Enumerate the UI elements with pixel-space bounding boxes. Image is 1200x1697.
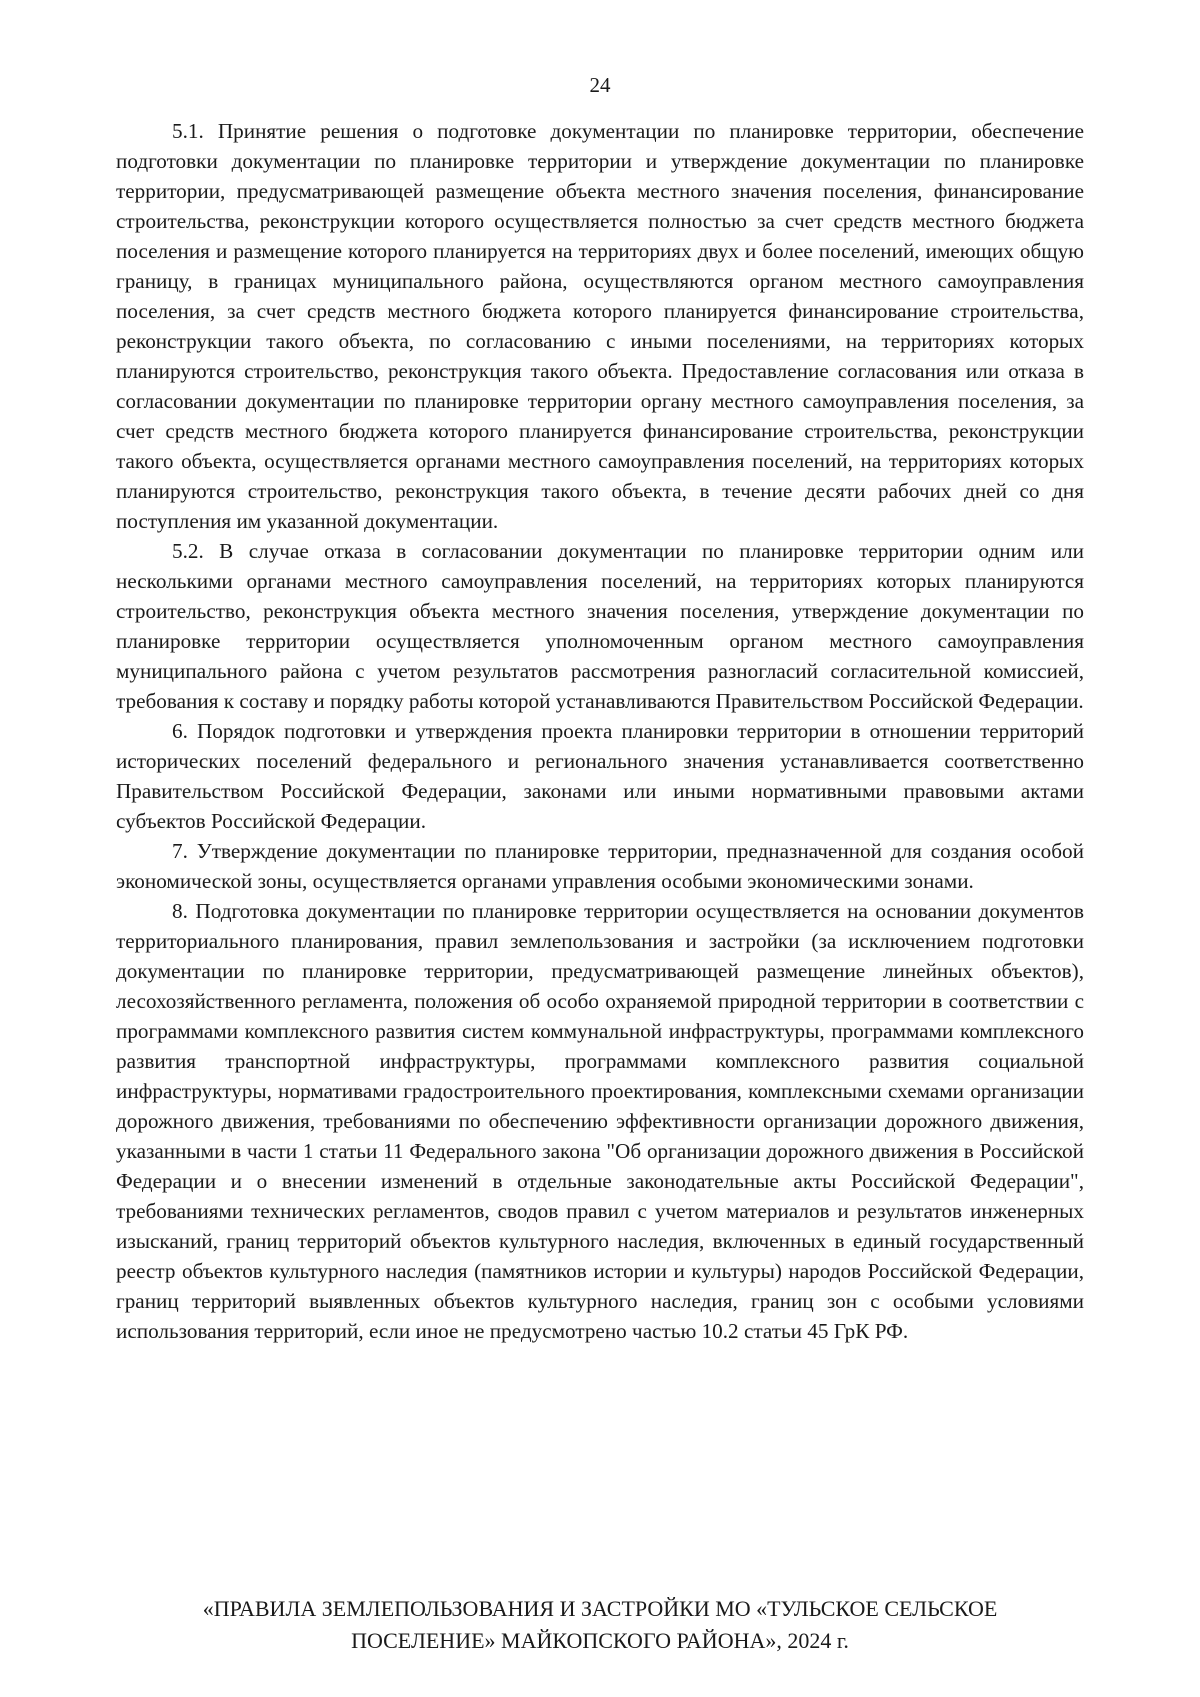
footer-line-1: «ПРАВИЛА ЗЕМЛЕПОЛЬЗОВАНИЯ И ЗАСТРОЙКИ МО «ТУЛЬСКОЕ СЕЛЬСКОЕ xyxy=(202,1596,998,1621)
page-number: 24 xyxy=(589,73,611,97)
paragraph-8: 8. Подготовка документации по планировке территории осуществляется на основании документов территориального планирования, правил землепользования и застройки (за исключением подготовки документации по планировке территории, предусматривающей размещение линейных объектов), лесохозяйственного регламента, положения об особо охраняемой природной территории в соответствии с программами комплексного развития систем коммунальной инфраструктуры, программами комплексного развития транспортной инфраструктуры, программами комплексного развития социальной инфраструктуры, нормативами градостроительного проектирования, комплексными схемами организации дорожного движения, требованиями по обеспечению эффективности организации дорожного движения, указанными в части 1 статьи 11 Федерального закона "Об организации дорожного движения в Российской Федерации и о внесении изменений в отдельные законодательные акты Российской Федерации", требованиями технических регламентов, сводов правил с учетом материалов и результатов инженерных изысканий, границ территорий объектов культурного наследия, включенных в единый государственный реестр объектов культурного наследия (памятников истории и культуры) народов Российской Федерации, границ территорий выявленных объектов культурного наследия, границ зон с особыми условиями использования территорий, если иное не предусмотрено частью 10.2 статьи 45 ГрК РФ. xyxy=(116,899,1084,1343)
document-footer xyxy=(116,1593,1084,1657)
paragraph-5-1: 5.1. Принятие решения о подготовке документации по планировке территории, обеспечение подготовки документации по планировке территории и утверждение документации по планировке территории, предусматривающей размещение объекта местного значения поселения, финансирование строительства, реконструкции которого осуществляется полностью за счет средств местного бюджета поселения и размещение которого планируется на территориях двух и более поселений, имеющих общую границу, в границах муниципального района, осуществляются органом местного самоуправления поселения, за счет средств местного бюджета которого планируется финансирование строительства, реконструкции такого объекта, по согласованию с иными поселениями, на территориях которых планируются строительство, реконструкция такого объекта. Предоставление согласования или отказа в согласовании документации по планировке территории органу местного самоуправления поселения, за счет средств местного бюджета которого планируется финансирование строительства, реконструкции такого объекта, осуществляется органами местного самоуправления поселений, на территориях которых планируются строительство, реконструкция такого объекта, в течение десяти рабочих дней со дня поступления им указанной документации. xyxy=(116,119,1084,533)
paragraph-6: 6. Порядок подготовки и утверждения проекта планировки территории в отношении территорий исторических поселений федерального и регионального значения устанавливается соответственно Правительством Российской Федерации, законами или иными нормативными правовыми актами субъектов Российской Федерации. xyxy=(116,719,1084,833)
document-body xyxy=(116,116,1084,1346)
paragraph-5-2: 5.2. В случае отказа в согласовании документации по планировке территории одним или несколькими органами местного самоуправления поселений, на территориях которых планируются строительство, реконструкция объекта местного значения поселения, утверждение документации по планировке территории осуществляется уполномоченным органом местного самоуправления муниципального района с учетом результатов рассмотрения разногласий согласительной комиссией, требования к составу и порядку работы которой устанавливаются Правительством Российской Федерации. xyxy=(116,539,1084,713)
footer-line-2: ПОСЕЛЕНИЕ» МАЙКОПСКОГО РАЙОНА», 2024 г. xyxy=(351,1628,849,1653)
paragraph-7: 7. Утверждение документации по планировке территории, предназначенной для создания особой экономической зоны, осуществляется органами управления особыми экономическими зонами. xyxy=(116,839,1084,893)
